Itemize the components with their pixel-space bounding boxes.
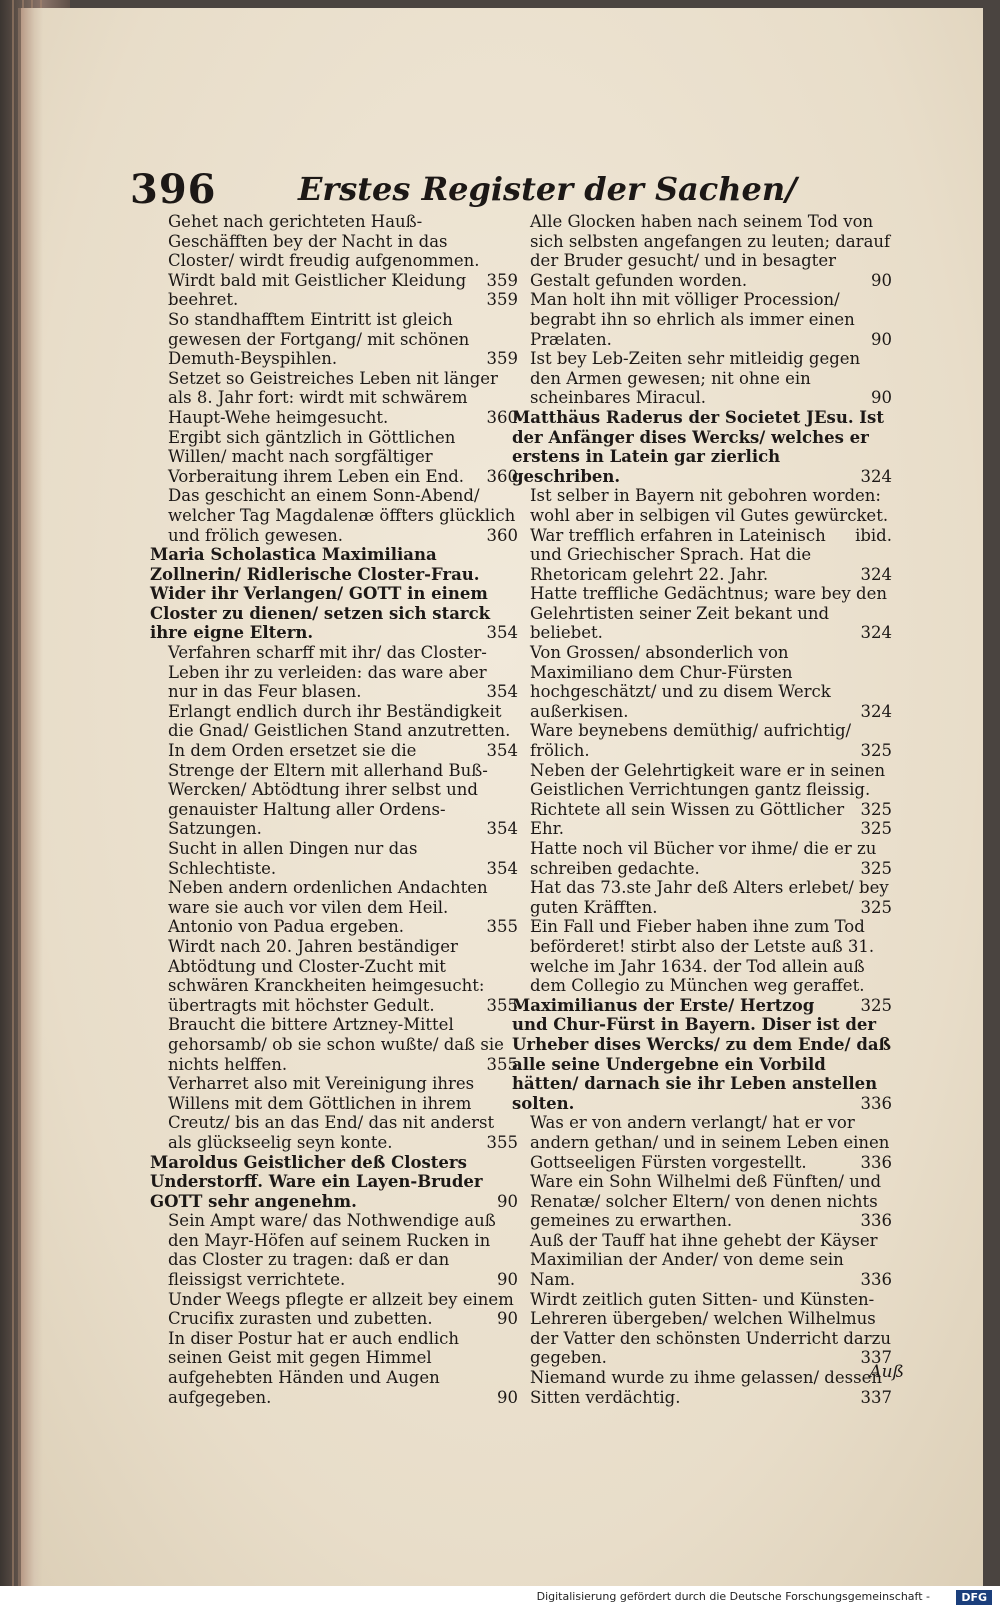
entry-text: Wirdt nach 20. Jahren beständiger Abtödtung und Closter-Zucht mit schwären Kranckheiten heimgesucht: übertragts mit höchster Gedult.	[168, 936, 485, 1015]
index-entry	[512, 721, 892, 760]
index-entry	[512, 1172, 892, 1231]
index-entry	[512, 839, 892, 878]
page-reference: 360	[486, 407, 518, 427]
entry-text: Neben andern ordenlichen Andachten ware sie auch vor vilen dem Heil. Antonio von Padua ergeben.	[168, 878, 488, 937]
index-entry	[150, 486, 518, 545]
index-entry	[512, 1231, 892, 1290]
page-reference: 90	[497, 1309, 518, 1329]
page-reference: 336	[860, 1093, 892, 1113]
footer-credit: Digitalisierung gefördert durch die Deutsche Forschungsgemeinschaft -	[536, 1590, 930, 1603]
page-reference: 336	[860, 1211, 892, 1231]
page-reference: 90	[871, 270, 892, 290]
index-entry	[512, 290, 892, 349]
right-column	[512, 212, 892, 1407]
entry-text: Neben der Gelehrtigkeit ware er in seinen Geistlichen Verrichtungen gantz fleissig.	[530, 760, 886, 800]
index-entry	[512, 1290, 892, 1368]
entry-text: Auß der Tauff hat ihne gehebt der Käyser Maximilian der Ander/ von deme sein Nam.	[530, 1230, 878, 1290]
entry-text: Man holt ihn mit völliger Procession/ begrabt ihn so ehrlich als immer einen Prælaten.	[530, 290, 855, 349]
entry-text: Ist selber in Bayern nit gebohren worden: wohl aber in selbigen vil Gutes gewürcket.	[530, 486, 889, 525]
index-entry	[150, 369, 518, 428]
index-entry	[150, 1211, 518, 1289]
index-entry	[150, 1074, 518, 1152]
entry-text: Richtete all sein Wissen zu Göttlicher Ehr.	[530, 799, 845, 839]
index-entry	[512, 643, 892, 721]
index-entry	[150, 310, 518, 369]
page-reference: 360	[486, 466, 518, 486]
index-entry	[150, 1290, 518, 1329]
page-reference: 355	[486, 1132, 518, 1152]
index-entry	[512, 800, 892, 839]
page-reference: 336	[860, 1270, 892, 1290]
entry-text: Von Grossen/ absonderlich von Maximiliano dem Chur-Fürsten hochgeschätzt/ und zu disem Werck außerkisen.	[530, 643, 831, 721]
page-reference: 355	[486, 917, 518, 937]
entry-text: Sein Ampt ware/ das Nothwendige auß den Mayr-Höfen auf seinem Rucken in das Closter zu tragen: daß er dan fleissigst verrichtete.	[168, 1211, 496, 1290]
entry-text: Setzet so Geistreiches Leben nit länger als 8. Jahr fort: wirdt mit schwärem Haupt-Wehe heimgesucht.	[168, 368, 498, 427]
entry-text: Maroldus Geistlicher deß Closters Understorff. Ware ein Layen-Bruder GOTT sehr angenehm.	[150, 1152, 483, 1211]
page-reference: 90	[497, 1270, 518, 1290]
index-entry	[150, 428, 518, 487]
index-entry	[512, 1368, 892, 1407]
page-edge	[21, 8, 43, 1586]
entry-text: Hatte noch vil Bücher vor ihme/ die er zu schreiben gedachte.	[530, 839, 877, 878]
page-reference: 90	[871, 388, 892, 408]
page-reference: 354	[486, 858, 518, 878]
page-reference: 325	[860, 858, 892, 878]
index-entry	[150, 1329, 518, 1407]
page-reference: 336	[860, 1152, 892, 1172]
index-entry	[512, 526, 892, 585]
index-entry	[512, 349, 892, 408]
page-reference: 325	[860, 799, 892, 819]
entry-text: Under Weegs pflegte er allzeit bey einem Crucifix zurasten und zubetten.	[168, 1289, 514, 1329]
page-reference: 337	[860, 1387, 892, 1407]
entry-text: War trefflich erfahren in Lateinisch und Griechischer Sprach. Hat die Rhetoricam gelehrt 22. Jahr.	[530, 525, 826, 584]
index-entry	[150, 1153, 518, 1212]
page-reference: 359	[486, 349, 518, 369]
footer-bar	[0, 1586, 1000, 1610]
page-reference: 325	[860, 741, 892, 761]
entry-text: Hat das 73.ste Jahr deß Alters erlebet/ bey guten Kräfften.	[530, 878, 889, 917]
entry-text: Wirdt bald mit Geistlicher Kleidung beehret.	[168, 270, 467, 310]
entry-text: Hatte treffliche Gedächtnus; ware bey den Gelehrtisten seiner Zeit bekant und beliebet.	[530, 584, 888, 643]
entry-text: Braucht die bittere Artzney-Mittel gehorsamb/ ob sie schon wußte/ daß sie nichts helffen.	[168, 1015, 504, 1074]
entry-text: Maria Scholastica Maximiliana Zollnerin/ Ridlerische Closter-Frau. Wider ihr Verlangen/ GOTT in einem Closter zu dienen/ setzen sich starck ihre eigne Eltern.	[150, 545, 491, 643]
page-header	[130, 166, 797, 214]
entry-text: Ergibt sich gäntzlich in Göttlichen Willen/ macht nach sorgfältiger Vorberaitung ihrem Leben ein End.	[168, 427, 465, 486]
page-reference: 325	[860, 819, 892, 839]
index-entry	[512, 1113, 892, 1172]
page-reference: 359	[486, 270, 518, 290]
entry-text: In dem Orden ersetzet sie die Strenge der Eltern mit allerhand Buß-Wercken/ Abtödtung ihrer selbst und genauister Haltung aller Ordens-Satzungen.	[168, 741, 488, 839]
index-entry	[150, 701, 518, 761]
page-reference: 90	[497, 1387, 518, 1407]
page-reference: 90	[497, 1191, 518, 1211]
index-entry	[512, 486, 892, 545]
page-reference: 325	[860, 897, 892, 917]
page-reference: 324	[860, 564, 892, 584]
index-entry	[512, 878, 892, 917]
entry-text: Verfahren scharff mit ihr/ das Closter-Leben ihr zu verleiden: das ware aber nur in das Feur blasen.	[168, 643, 487, 702]
index-entry	[512, 408, 892, 486]
entry-text: Das geschicht an einem Sonn-Abend/ welcher Tag Magdalenæ öffters glücklich und frölich gewesen.	[168, 486, 516, 545]
entry-text: Gehet nach gerichteten Hauß-Geschäfften bey der Nacht in das Closter/ wirdt freudig aufgenommen.	[168, 212, 480, 271]
page-reference: 354	[486, 682, 518, 702]
page-reference: 324	[860, 466, 892, 486]
entry-text: Ware ein Sohn Wilhelmi deß Fünften/ und Renatæ/ solcher Eltern/ von denen nichts gemeines zu erwarthen.	[530, 1172, 882, 1231]
page-reference: 324	[860, 623, 892, 643]
page-reference: 354	[486, 741, 518, 761]
entry-text: Maximilianus der Erste/ Hertzog und Chur-Fürst in Bayern. Diser ist der Urheber dises Wercks/ zu dem Ende/ daß alle seine Undergebne ein Vorbild hätten/ darnach sie ihr Leben anstellen solten.	[512, 995, 892, 1113]
page-reference: 359	[486, 290, 518, 310]
left-column	[150, 212, 518, 1407]
index-entry	[150, 839, 518, 878]
index-entry	[150, 878, 518, 937]
entry-text: Alle Glocken haben nach seinem Tod von sich selbsten angefangen zu leuten; darauf der Bruder gesucht/ und in besagter Gestalt gefunden worden.	[530, 212, 891, 290]
index-entry	[512, 996, 892, 1114]
entry-text: Ware beynebens demüthig/ aufrichtig/ frölich.	[530, 721, 852, 761]
entry-text: Niemand wurde zu ihme gelassen/ dessen Sitten verdächtig.	[530, 1368, 882, 1407]
entry-text: Matthäus Raderus der Societet JEsu. Ist der Anfänger dises Wercks/ welches er erstens in Latein gar zierlich geschriben.	[512, 407, 884, 486]
page-reference: 355	[486, 1054, 518, 1074]
entry-text: In diser Postur hat er auch endlich seinen Geist mit gegen Himmel aufgehebten Händen und Augen aufgegeben.	[168, 1328, 460, 1407]
index-entry	[150, 1015, 518, 1074]
page-reference: 90	[871, 329, 892, 349]
index-entry	[150, 937, 518, 1015]
entry-text: Verharret also mit Vereinigung ihres Willens mit dem Göttlichen in ihrem Creutz/ bis an das End/ das nit anderst als glückseelig seyn konte.	[168, 1074, 495, 1152]
index-entry	[512, 584, 892, 643]
dfg-logo: DFG	[956, 1590, 992, 1605]
entry-text: So standhafftem Eintritt ist gleich gewesen der Fortgang/ mit schönen Demuth-Beyspihlen.	[168, 309, 470, 369]
catchword: Auß	[869, 1362, 904, 1382]
entry-text: Ist bey Leb-Zeiten sehr mitleidig gegen den Armen gewesen; nit ohne ein scheinbares Miracul.	[530, 349, 861, 408]
entry-text: Sucht in allen Dingen nur das Schlechtiste.	[168, 839, 418, 878]
page-number: 396	[130, 166, 217, 213]
page-reference: 354	[486, 623, 518, 643]
index-entry	[150, 271, 518, 310]
page-reference: 325	[860, 995, 892, 1015]
page-reference: 337	[860, 1348, 892, 1368]
entry-text: Ein Fall und Fieber haben ihne zum Tod beförderet! stirbt also der Letste auß 31. welche im Jahr 1634. der Tod allein auß dem Collegio zu München weg geraffet.	[530, 917, 875, 996]
index-entry	[150, 741, 518, 839]
index-entry	[150, 643, 518, 702]
page-reference: 360	[486, 525, 518, 545]
index-entry	[150, 545, 518, 643]
page-reference: ibid.	[855, 525, 892, 545]
entry-text: Was er von andern verlangt/ hat er vor andern gethan/ und in seinem Leben einen Gottseeligen Fürsten vorgestellt.	[530, 1113, 890, 1172]
page-reference: 324	[860, 701, 892, 721]
running-title: Erstes Register der Sachen/	[298, 170, 797, 208]
index-entry	[512, 917, 892, 1015]
entry-text: Wirdt zeitlich guten Sitten- und Künsten-Lehreren übergeben/ welchen Wilhelmus der Vatter den schönsten Underricht darzu gegeben.	[530, 1289, 891, 1368]
page-reference: 355	[486, 995, 518, 1015]
entry-text: Erlangt endlich durch ihr Beständigkeit die Gnad/ Geistlichen Stand anzutretten.	[168, 701, 511, 741]
page-reference: 354	[486, 819, 518, 839]
index-entry	[512, 212, 892, 290]
